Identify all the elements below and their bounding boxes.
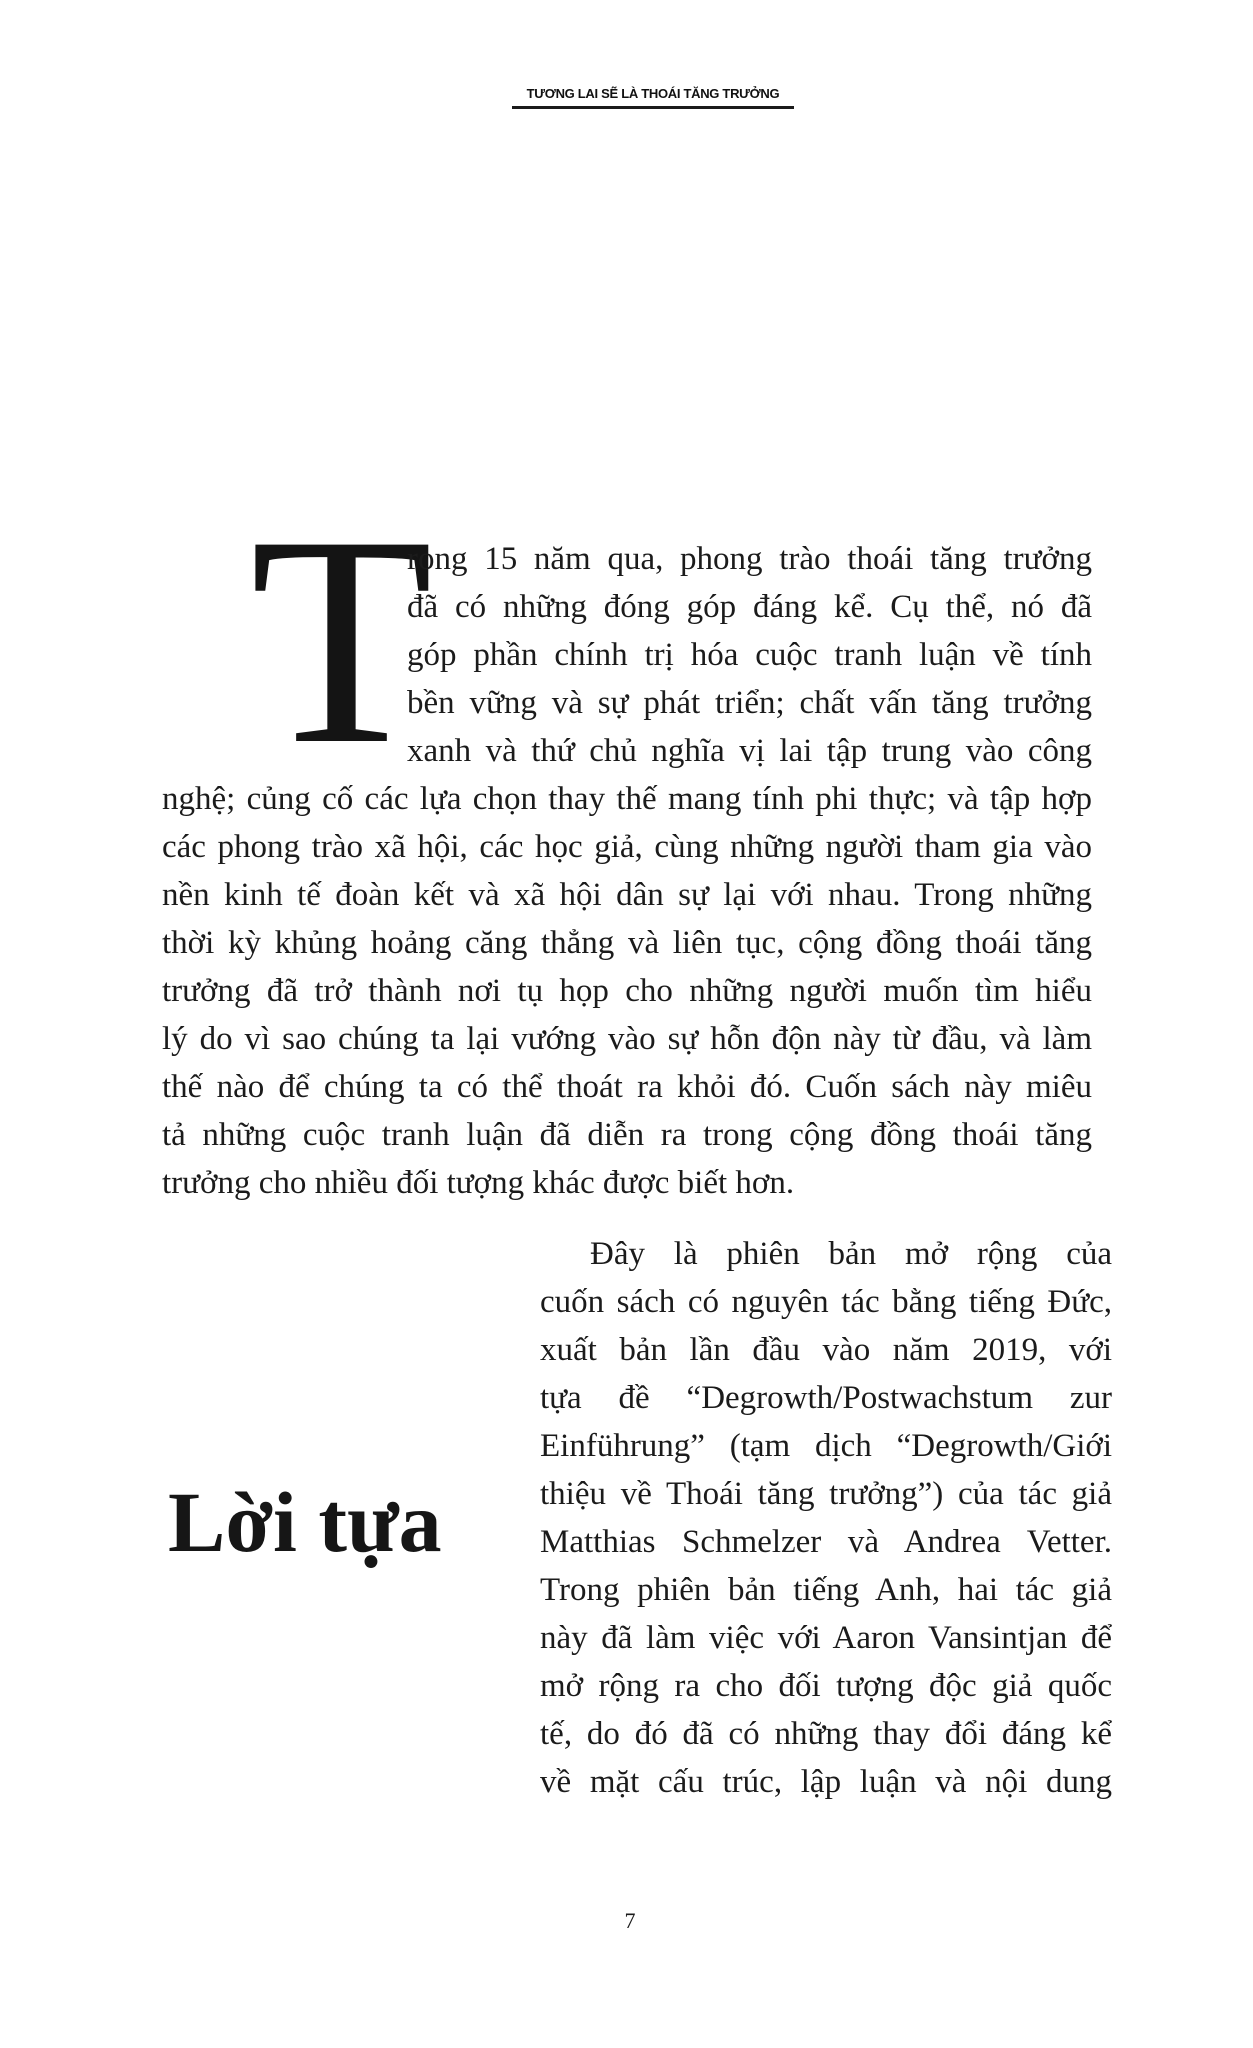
paragraph-line: góp phần chính trị hóa cuộc tranh luận về tính	[407, 637, 1092, 673]
paragraph-line: Matthias Schmelzer và Andrea Vetter.	[540, 1524, 1112, 1560]
running-head: TƯƠNG LAI SẼ LÀ THOÁI TĂNG TRƯỞNG	[512, 86, 794, 109]
paragraph-line: Einführung” (tạm dịch “Degrowth/Giới	[540, 1428, 1112, 1464]
chapter-title: Lời tựa	[168, 1474, 442, 1570]
paragraph-line: tựa đề “Degrowth/Postwachstum zur	[540, 1380, 1112, 1416]
paragraph-line: trưởng đã trở thành nơi tụ họp cho những người muốn tìm hiểu	[162, 973, 1092, 1009]
paragraph-line: tả những cuộc tranh luận đã diễn ra trong cộng đồng thoái tăng	[162, 1117, 1092, 1153]
paragraph-line: lý do vì sao chúng ta lại vướng vào sự hỗn độn này từ đầu, và làm	[162, 1021, 1092, 1057]
paragraph-line: các phong trào xã hội, các học giả, cùng những người tham gia vào	[162, 829, 1092, 865]
body-paragraph	[540, 1230, 1112, 1806]
paragraph-line: mở rộng ra cho đối tượng độc giả quốc	[540, 1668, 1112, 1704]
paragraph-line: thiệu về Thoái tăng trưởng”) của tác giả	[540, 1476, 1112, 1512]
paragraph-line: nền kinh tế đoàn kết và xã hội dân sự lại với nhau. Trong những	[162, 877, 1092, 913]
paragraph-line: này đã làm việc với Aaron Vansintjan để	[540, 1620, 1112, 1656]
paragraph-line: rong 15 năm qua, phong trào thoái tăng trưởng	[407, 541, 1092, 577]
paragraph-line: Đây là phiên bản mở rộng của	[590, 1236, 1112, 1272]
paragraph-line: Trong phiên bản tiếng Anh, hai tác giả	[540, 1572, 1112, 1608]
intro-paragraph	[162, 535, 1092, 1207]
paragraph-line: xuất bản lần đầu vào năm 2019, với	[540, 1332, 1112, 1368]
paragraph-line: nghệ; củng cố các lựa chọn thay thế mang tính phi thực; và tập hợp	[162, 781, 1092, 817]
paragraph-line: về mặt cấu trúc, lập luận và nội dung	[540, 1764, 1112, 1800]
paragraph-line: trưởng cho nhiều đối tượng khác được biết hơn.	[162, 1165, 795, 1201]
paragraph-line: tế, do đó đã có những thay đổi đáng kể	[540, 1716, 1112, 1752]
page-number: 7	[624, 1908, 636, 1933]
paragraph-line: bền vững và sự phát triển; chất vấn tăng trưởng	[407, 685, 1092, 721]
paragraph-line: thế nào để chúng ta có thể thoát ra khỏi đó. Cuốn sách này miêu	[162, 1069, 1092, 1105]
paragraph-line: đã có những đóng góp đáng kể. Cụ thể, nó đã	[407, 589, 1092, 625]
paragraph-line: cuốn sách có nguyên tác bằng tiếng Đức,	[540, 1284, 1112, 1320]
paragraph-line: xanh và thứ chủ nghĩa vị lai tập trung vào công	[407, 733, 1092, 769]
drop-cap: T	[250, 474, 434, 806]
paragraph-line: thời kỳ khủng hoảng căng thẳng và liên tục, cộng đồng thoái tăng	[162, 925, 1092, 961]
